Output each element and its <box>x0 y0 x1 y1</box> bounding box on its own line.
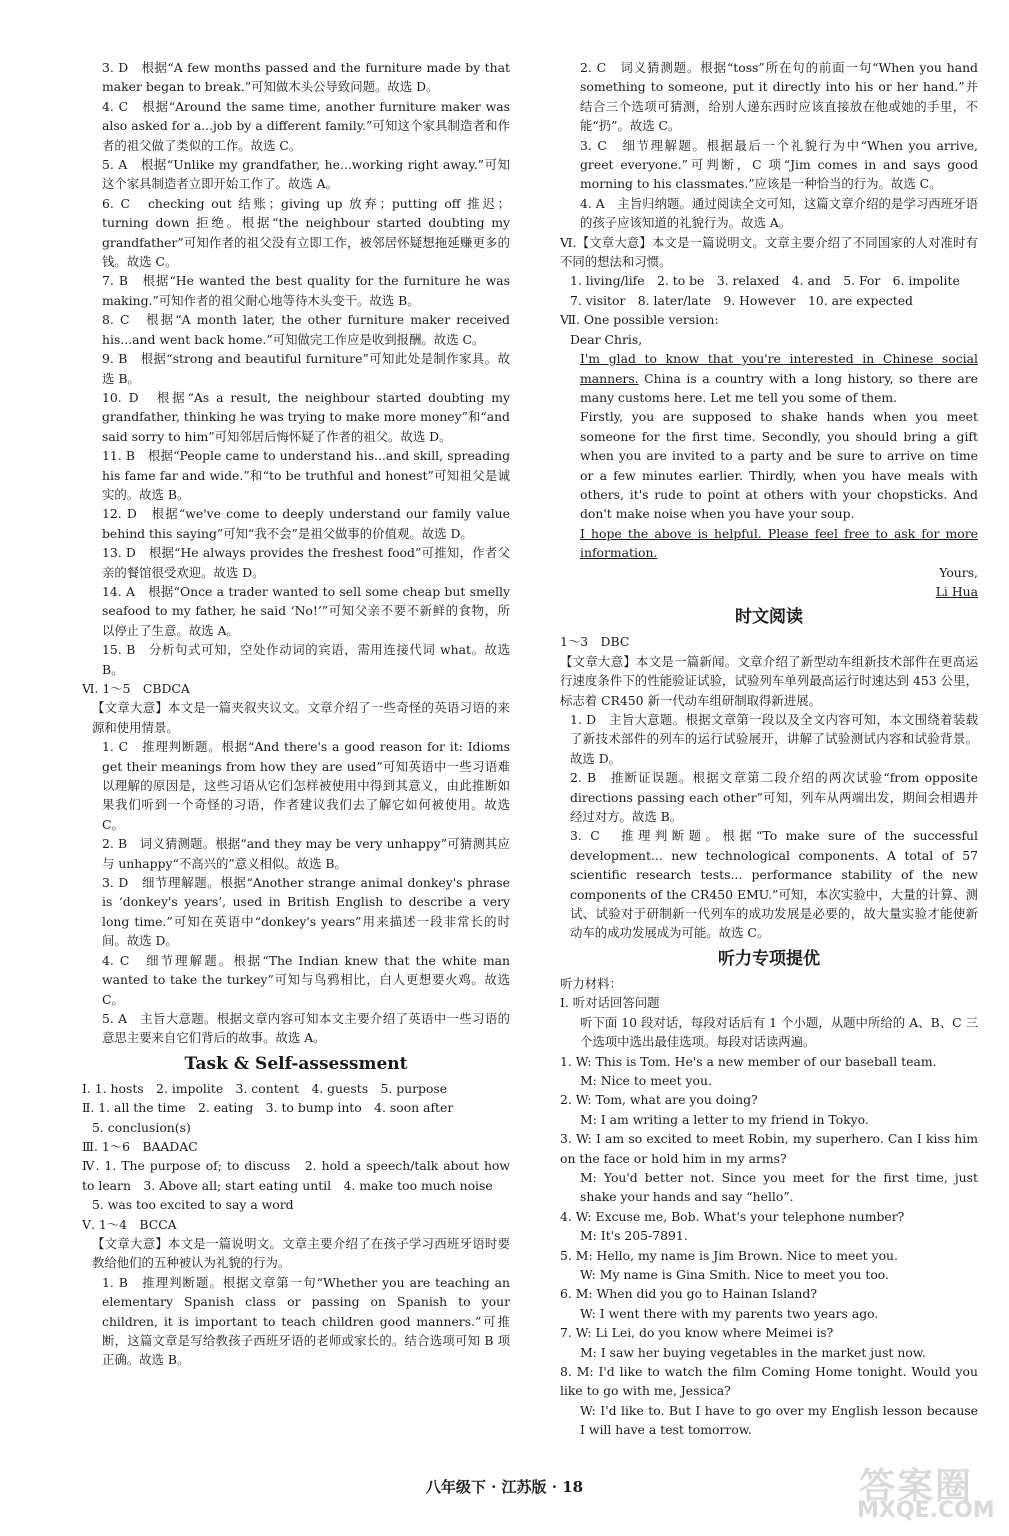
left-answer-list <box>82 58 510 1048</box>
listening-line: 6. M: When did you go to Hainan Island? <box>560 1286 817 1302</box>
answer-item: 4. C 细节理解题。根据“The Indian knew that the white man wanted to take the turkey”可知与鸟鸦相比，白人更想要火鸡。故选 C。 <box>102 952 510 1007</box>
listening-line: 5. M: Hello, my name is Jim Brown. Nice to meet you. <box>560 1247 898 1263</box>
answer-item: 8. C 根据“A month later, the other furniture maker received his...and went back home.”可知做完工作应是收到报酬。故选 C。 <box>102 312 510 347</box>
listening-line: 听力材料： <box>560 975 622 991</box>
news-answer-item: 2. B 推断证误题。根据文章第二段介绍的两次试验“from opposite directions passing each other”可知，列车从两端出发，期间会相遇并经过对方。故选 B。 <box>570 770 978 825</box>
listening-line: M: I saw her buying vegetables in the market just now. <box>580 1344 926 1360</box>
letter-closing: Yours, <box>939 564 978 580</box>
answer-item: 12. D 根据“we've come to deeply understand our family value behind this saying”可知“我不会”是祖父做事的价值观。故选 D。 <box>102 506 510 541</box>
listening-material-list <box>560 974 978 1440</box>
task-answer-item: Ⅲ. 1～6 BAADAC <box>82 1138 198 1154</box>
answer-item: Dear Chris, <box>570 331 643 347</box>
answer-item: 15. B 分析句式可知，空处作动词的宾语，需用连接代词 what。故选 B。 <box>102 642 510 677</box>
letter-sentence: China is a country with a long history, so there are many customs here. Let me tell you some of them. <box>580 370 978 405</box>
page-footer: 八年级下 · 江苏版 · 18 <box>425 1478 584 1496</box>
answer-item: 5. A 主旨大意题。根据文章内容可知本文主要介绍了英语中一些习语的意思主要来自它们背后的故事。故选 A。 <box>102 1010 510 1046</box>
answer-item: 6. C checking out 结账；giving up 放弃；putting off 推迟；turning down 拒绝。根据“the neighbour started doubting my grandfather”可知作者的祖父没有立即工作，被邻居怀疑想拖延赚更多的钱。故选 C。 <box>102 195 510 270</box>
listening-line: 8. M: I'd like to watch the film Coming Home tonight. Would you like to go with me, Jessica? <box>560 1364 978 1399</box>
watermark-logo <box>849 1456 999 1526</box>
task-answer-item: 【文章大意】本文是一篇说明文。文章主要介绍了在孩子学习西班牙语时要教给他们的五种被认为礼貌的行为。 <box>92 1235 510 1271</box>
answer-item: Ⅵ.【文章大意】本文是一篇说明文。文章主要介绍了不同国家的人对准时有不同的想法和习惯。 <box>560 234 978 270</box>
letter-signature: Li Hua <box>935 583 978 599</box>
answer-item: 2. C 词义猜测题。根据“toss”所在句的前面一句“When you hand something to someone, put it directly into his or her hand.”并结合三个选项可猜测，给别人递东西时应该直接放在他或她的手里，不能“扔”。故选 C。 <box>580 60 978 134</box>
watermark-url: MXQE.COM <box>857 1498 995 1523</box>
listening-line: M: You'd better not. Since you meet for the first time, just shake your hands and say “hello”. <box>580 1169 978 1205</box>
answer-item: 2. B 词义猜测题。根据“and they may be very unhappy”可猜测其应与 unhappy“不高兴的”意义相似。故选 B。 <box>102 836 510 871</box>
listening-line: 听下面 10 段对话，每段对话后有 1 个小题，从题中所给的 A、B、C 三个选项中选出最佳选项。每段对话读两遍。 <box>580 1014 978 1050</box>
right-column <box>560 58 978 1440</box>
listening-line: M: Nice to meet you. <box>580 1072 712 1088</box>
task-answer-list <box>82 1079 510 1370</box>
answer-item: Ⅶ. One possible version: <box>560 312 719 328</box>
task-answer-item: 5. conclusion(s) <box>92 1119 191 1135</box>
letter-paragraph-1 <box>560 349 978 407</box>
left-column <box>82 58 510 1370</box>
listening-line: M: It's 205-7891. <box>580 1228 688 1244</box>
model-letter <box>560 349 978 601</box>
listening-line: W: I'd like to. But I have to go over my English lesson because I will have a test tomorrow. <box>580 1402 978 1438</box>
listening-line: 7. W: Li Lei, do you know where Meimei is? <box>560 1325 834 1341</box>
listening-heading: 听力专项提优 <box>718 948 820 969</box>
news-answer-list <box>560 632 978 943</box>
watermark-text: 答案圈 <box>859 1466 974 1507</box>
answer-item: 【文章大意】本文是一篇夹叙夹议文。文章介绍了一些奇怪的英语习语的来源和使用情景。 <box>92 700 510 735</box>
news-answer-item: 1～3 DBC <box>560 634 630 650</box>
news-answer-item: 【文章大意】本文是一篇新闻。文章介绍了新型动车组新技术部件在更高运行速度条件下的性能验证试验，试验列车单列最高运行时速达到 453 公里，标志着 CR450 新一代动车组研制取得新进展。 <box>560 653 978 708</box>
task-answer-item: Ⅱ. 1. all the time 2. eating 3. to bump into 4. soon after <box>82 1100 454 1116</box>
answer-item: 11. B 根据“People came to understand his...and skill, spreading his fame far and wide.”和“to be truthful and honest”可知祖父是诚实的。故选 B。 <box>102 448 510 502</box>
listening-line: W: My name is Gina Smith. Nice to meet you too. <box>580 1266 889 1282</box>
answer-item: 10. D 根据“As a result, the neighbour started doubting my grandfather, thinking he was trying to make more money”和“and said sorry to him”可知邻居后悔怀疑了作者的祖父。故选 D。 <box>102 389 510 444</box>
answer-item: Ⅵ. 1～5 CBDCA <box>82 681 190 696</box>
answer-item: 5. A 根据“Unlike my grandfather, he...working right away.”可知这个家具制造者立即开始工作了。故选 A。 <box>102 157 510 192</box>
answer-item: 13. D 根据“He always provides the freshest food”可推知，作者父亲的餐馆很受欢迎。故选 D。 <box>102 545 510 580</box>
news-answer-item: 1. D 主旨大意题。根据文章第一段以及全文内容可知，本文围绕着装载了新技术部件的列车的运行试验展开，讲解了试验测试内容和试验背景。故选 D。 <box>570 712 978 766</box>
listening-line: W: I went there with my parents two years ago. <box>580 1305 879 1321</box>
answer-item: 7. visitor 8. later/late 9. However 10. are expected <box>570 292 913 308</box>
answer-item: 4. A 主旨归纳题。通过阅读全文可知，这篇文章介绍的是学习西班牙语的孩子应该知道的礼貌行为。故选 A。 <box>580 195 978 231</box>
listening-line: Ⅰ. 听对话回答问题 <box>560 995 660 1011</box>
listening-line: 4. W: Excuse me, Bob. What's your telephone number? <box>560 1208 905 1224</box>
answer-item: 1. C 推理判断题。根据“And there's a good reason for it: Idioms get their meanings from how they are used”可知英语中一些习语难以理解的原因是，这些习语从它们怎样被使用中得到其意义，由此推断如果我们听到一个奇怪的习语，作者建议我们去了解它如何被使用。故选 C。 <box>102 739 510 832</box>
listening-line: M: I am writing a letter to my friend in Tokyo. <box>580 1111 869 1127</box>
listening-line: 3. W: I am so excited to meet Robin, my superhero. Can I kiss him on the face or hold him in my arms? <box>560 1131 978 1166</box>
answer-item: 4. C 根据“Around the same time, another furniture maker was also asked for a...job by a different family.”可知这个家具制造者和作者的祖父做了类似的工作。故选 C。 <box>102 98 510 153</box>
task-answer-item: 5. was too excited to say a word <box>92 1197 294 1213</box>
letter-underlined-sentence: I'm glad to know that you're interested in Chinese social manners. <box>580 351 978 386</box>
news-reading-heading: 时文阅读 <box>735 607 803 628</box>
right-answer-list <box>560 58 978 349</box>
answer-item: 3. C 细节理解题。根据最后一个礼貌行为中“When you arrive, greet everyone.”可判断，C 项“Jim comes in and says good morning to his classmates.”应该是一种恰当的行为。故选 C。 <box>580 137 978 192</box>
answer-item: 3. D 根据“A few months passed and the furniture made by that maker began to break.”可知做木头公导致问题。故选 D。 <box>102 60 510 95</box>
task-answer-item: Ⅳ. 1. The purpose of; to discuss 2. hold a speech/talk about how to learn 3. Above all; start eating until 4. make too much noise <box>82 1158 510 1193</box>
task-answer-item: 1. B 推理判断题。根据文章第一句“Whether you are teaching an elementary Spanish class or passing on Spanish to your children, it is important to teach children good manners.”可推断，这篇文章是写给教孩子西班牙语的老师或家长的。结合选项可知 B 项正确。故选 B。 <box>102 1274 510 1368</box>
task-answer-item: Ⅴ. 1～4 BCCA <box>82 1216 177 1232</box>
listening-line: 2. W: Tom, what are you doing? <box>560 1092 758 1108</box>
task-answer-item: Ⅰ. 1. hosts 2. impolite 3. content 4. guests 5. purpose <box>82 1080 448 1096</box>
news-answer-item: 3. C 推理判断题。根据“To make sure of the successful development... new technological components. A total of 57 scientific research tests... performance stability of the new components of the CR450 EMU.”可知，本次实验中，大量的计算、测试、试验对于研制新一代列车的成功发展是必要的，故大量实验才能使新动车的成功发展成为可能。故选 C。 <box>570 828 978 941</box>
answer-item: 1. living/life 2. to be 3. relaxed 4. and 5. For 6. impolite <box>570 273 960 289</box>
letter-paragraph-3: I hope the above is helpful. Please feel free to ask for more information. <box>580 525 978 561</box>
listening-line: 1. W: This is Tom. He's a new member of our baseball team. <box>560 1053 937 1069</box>
task-heading: Task & Self-assessment <box>184 1053 408 1074</box>
answer-item: 9. B 根据“strong and beautiful furniture”可知此处是制作家具。故选 B。 <box>102 351 510 386</box>
answer-item: 3. D 细节理解题。根据“Another strange animal donkey's phrase is ‘donkey's years’, used in British English to describe a very long time.”可知在英语中“donkey's years”用来描述一段非常长的时间。故选 D。 <box>102 875 510 949</box>
letter-paragraph-2: Firstly, you are supposed to shake hands when you meet someone for the first time. Secondly, you should bring a gift when you are invited to a party and be sure to arrive on time or a few minutes earlier. Thirdly, when you have meals with others, it's rude to point at others with your chopsticks. And don't make noise when you have your soup. <box>580 409 978 522</box>
answer-item: 14. A 根据“Once a trader wanted to sell some cheap but smelly seafood to my father, he said ‘No!’”可知父亲不要不新鲜的食物，所以停止了生意。故选 A。 <box>102 583 510 638</box>
answer-item: 7. B 根据“He wanted the best quality for the furniture he was making.”可知作者的祖父耐心地等待木头变干。故选 B。 <box>102 273 510 308</box>
